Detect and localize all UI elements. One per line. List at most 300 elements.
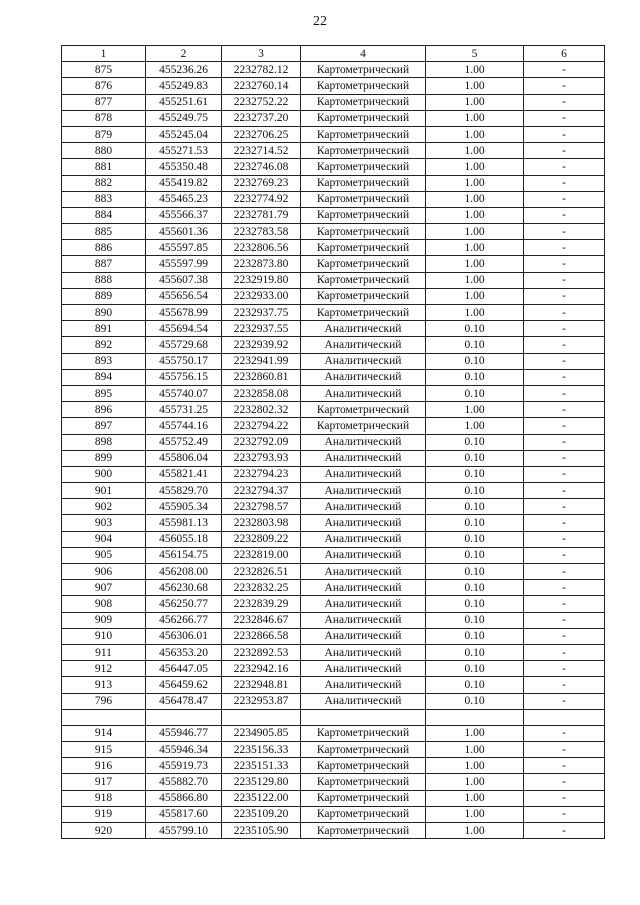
y-coordinate-cell: 2232939.92	[222, 337, 301, 353]
method-cell: Аналитический	[301, 466, 426, 482]
accuracy-cell: 0.10	[426, 337, 524, 353]
y-coordinate-cell: 2232948.81	[222, 677, 301, 693]
table-row	[62, 337, 605, 353]
x-coordinate-cell: 455806.04	[146, 450, 222, 466]
y-coordinate-cell: 2235109.20	[222, 806, 301, 822]
note-cell: -	[524, 385, 605, 401]
table-row	[62, 402, 605, 418]
x-coordinate-cell: 455597.99	[146, 256, 222, 272]
table-row	[62, 515, 605, 531]
table-row	[62, 240, 605, 256]
method-cell: Картометрический	[301, 224, 426, 240]
x-coordinate-cell: 455919.73	[146, 758, 222, 774]
method-cell: Аналитический	[301, 596, 426, 612]
x-coordinate-cell: 455419.82	[146, 175, 222, 191]
x-coordinate-cell: 455740.07	[146, 385, 222, 401]
note-cell: -	[524, 337, 605, 353]
header-row	[62, 46, 605, 62]
point-number-cell: 902	[62, 499, 146, 515]
table-row	[62, 564, 605, 580]
x-coordinate-cell: 455236.26	[146, 62, 222, 78]
accuracy-cell: 1.00	[426, 224, 524, 240]
method-cell: Картометрический	[301, 402, 426, 418]
x-coordinate-cell: 455251.61	[146, 94, 222, 110]
point-number-cell: 878	[62, 110, 146, 126]
point-number-cell: 884	[62, 207, 146, 223]
accuracy-cell: 1.00	[426, 126, 524, 142]
y-coordinate-cell: 2232714.52	[222, 143, 301, 159]
column-header: 1	[62, 46, 146, 62]
accuracy-cell: 1.00	[426, 78, 524, 94]
note-cell: -	[524, 175, 605, 191]
table-row	[62, 143, 605, 159]
y-coordinate-cell: 2232794.23	[222, 466, 301, 482]
method-cell: Картометрический	[301, 94, 426, 110]
table-row	[62, 806, 605, 822]
point-number-cell: 919	[62, 806, 146, 822]
note-cell: -	[524, 207, 605, 223]
method-cell: Аналитический	[301, 450, 426, 466]
note-cell: -	[524, 693, 605, 709]
method-cell: Картометрический	[301, 126, 426, 142]
table-row	[62, 450, 605, 466]
accuracy-cell: 1.00	[426, 790, 524, 806]
x-coordinate-cell: 455249.83	[146, 78, 222, 94]
x-coordinate-cell: 455821.41	[146, 466, 222, 482]
x-coordinate-cell: 455465.23	[146, 191, 222, 207]
y-coordinate-cell: 2232794.37	[222, 483, 301, 499]
point-number-cell: 897	[62, 418, 146, 434]
note-cell: -	[524, 499, 605, 515]
note-cell: -	[524, 62, 605, 78]
method-cell: Аналитический	[301, 369, 426, 385]
note-cell: -	[524, 450, 605, 466]
accuracy-cell: 1.00	[426, 305, 524, 321]
table-row	[62, 677, 605, 693]
x-coordinate-cell: 456459.62	[146, 677, 222, 693]
note-cell: -	[524, 305, 605, 321]
column-header: 6	[524, 46, 605, 62]
note-cell: -	[524, 288, 605, 304]
method-cell: Картометрический	[301, 159, 426, 175]
y-coordinate-cell: 2232941.99	[222, 353, 301, 369]
y-coordinate-cell: 2232774.92	[222, 191, 301, 207]
accuracy-cell: 1.00	[426, 110, 524, 126]
x-coordinate-cell: 455905.34	[146, 499, 222, 515]
table-row	[62, 661, 605, 677]
y-coordinate-cell: 2232858.08	[222, 385, 301, 401]
table-row	[62, 725, 605, 741]
accuracy-cell: 1.00	[426, 742, 524, 758]
y-coordinate-cell: 2232752.22	[222, 94, 301, 110]
accuracy-cell: 0.10	[426, 596, 524, 612]
y-coordinate-cell: 2232873.80	[222, 256, 301, 272]
point-number-cell: 875	[62, 62, 146, 78]
accuracy-cell: 0.10	[426, 564, 524, 580]
point-number-cell: 879	[62, 126, 146, 142]
method-cell: Картометрический	[301, 175, 426, 191]
note-cell: -	[524, 434, 605, 450]
y-coordinate-cell: 2232942.16	[222, 661, 301, 677]
point-number-cell: 918	[62, 790, 146, 806]
accuracy-cell: 1.00	[426, 256, 524, 272]
accuracy-cell: 0.10	[426, 483, 524, 499]
table-row	[62, 580, 605, 596]
note-cell	[524, 709, 605, 725]
accuracy-cell: 1.00	[426, 175, 524, 191]
point-number-cell: 895	[62, 385, 146, 401]
table-row	[62, 531, 605, 547]
table-row	[62, 823, 605, 839]
note-cell: -	[524, 774, 605, 790]
y-coordinate-cell: 2232806.56	[222, 240, 301, 256]
accuracy-cell: 1.00	[426, 207, 524, 223]
method-cell: Аналитический	[301, 353, 426, 369]
point-number-cell: 880	[62, 143, 146, 159]
point-number-cell: 894	[62, 369, 146, 385]
x-coordinate-cell: 456266.77	[146, 612, 222, 628]
method-cell: Картометрический	[301, 774, 426, 790]
accuracy-cell: 0.10	[426, 580, 524, 596]
table-row	[62, 353, 605, 369]
table-row	[62, 191, 605, 207]
table-row	[62, 612, 605, 628]
accuracy-cell: 0.10	[426, 661, 524, 677]
point-number-cell: 888	[62, 272, 146, 288]
y-coordinate-cell: 2232781.79	[222, 207, 301, 223]
x-coordinate-cell: 456353.20	[146, 644, 222, 660]
point-number-cell: 903	[62, 515, 146, 531]
note-cell: -	[524, 126, 605, 142]
note-cell: -	[524, 78, 605, 94]
table-row	[62, 288, 605, 304]
point-number-cell: 910	[62, 628, 146, 644]
point-number-cell: 883	[62, 191, 146, 207]
table-row	[62, 305, 605, 321]
accuracy-cell: 1.00	[426, 774, 524, 790]
y-coordinate-cell: 2232802.32	[222, 402, 301, 418]
y-coordinate-cell: 2232819.00	[222, 547, 301, 563]
note-cell: -	[524, 224, 605, 240]
method-cell: Аналитический	[301, 580, 426, 596]
y-coordinate-cell: 2232782.12	[222, 62, 301, 78]
y-coordinate-cell: 2232892.53	[222, 644, 301, 660]
point-number-cell: 877	[62, 94, 146, 110]
x-coordinate-cell: 455750.17	[146, 353, 222, 369]
method-cell: Картометрический	[301, 207, 426, 223]
table-row	[62, 790, 605, 806]
note-cell: -	[524, 143, 605, 159]
method-cell: Картометрический	[301, 78, 426, 94]
column-header: 5	[426, 46, 524, 62]
point-number-cell: 876	[62, 78, 146, 94]
note-cell: -	[524, 628, 605, 644]
method-cell: Аналитический	[301, 677, 426, 693]
table-row	[62, 547, 605, 563]
accuracy-cell: 0.10	[426, 677, 524, 693]
table-row	[62, 224, 605, 240]
note-cell: -	[524, 531, 605, 547]
point-number-cell: 916	[62, 758, 146, 774]
table-row	[62, 483, 605, 499]
x-coordinate-cell: 455946.77	[146, 725, 222, 741]
y-coordinate-cell: 2232769.23	[222, 175, 301, 191]
point-number-cell: 907	[62, 580, 146, 596]
point-number-cell: 917	[62, 774, 146, 790]
y-coordinate-cell: 2232832.25	[222, 580, 301, 596]
table-row	[62, 110, 605, 126]
accuracy-cell: 0.10	[426, 531, 524, 547]
point-number-cell: 913	[62, 677, 146, 693]
accuracy-cell: 1.00	[426, 240, 524, 256]
accuracy-cell: 0.10	[426, 369, 524, 385]
note-cell: -	[524, 742, 605, 758]
x-coordinate-cell: 455350.48	[146, 159, 222, 175]
method-cell: Аналитический	[301, 434, 426, 450]
accuracy-cell: 1.00	[426, 725, 524, 741]
method-cell: Аналитический	[301, 693, 426, 709]
accuracy-cell: 1.00	[426, 191, 524, 207]
method-cell: Картометрический	[301, 110, 426, 126]
x-coordinate-cell: 456447.05	[146, 661, 222, 677]
y-coordinate-cell: 2235129.80	[222, 774, 301, 790]
method-cell: Картометрический	[301, 240, 426, 256]
y-coordinate-cell: 2232937.75	[222, 305, 301, 321]
note-cell: -	[524, 677, 605, 693]
table-row	[62, 175, 605, 191]
note-cell: -	[524, 369, 605, 385]
y-coordinate-cell: 2235105.90	[222, 823, 301, 839]
point-number-cell: 915	[62, 742, 146, 758]
y-coordinate-cell: 2232846.67	[222, 612, 301, 628]
y-coordinate-cell: 2232809.22	[222, 531, 301, 547]
table-row	[62, 62, 605, 78]
y-coordinate-cell: 2232794.22	[222, 418, 301, 434]
note-cell: -	[524, 580, 605, 596]
note-cell: -	[524, 644, 605, 660]
point-number-cell: 904	[62, 531, 146, 547]
column-header: 2	[146, 46, 222, 62]
method-cell: Аналитический	[301, 337, 426, 353]
table-row	[62, 256, 605, 272]
x-coordinate-cell: 455597.85	[146, 240, 222, 256]
table-row	[62, 385, 605, 401]
table-row	[62, 774, 605, 790]
method-cell: Аналитический	[301, 499, 426, 515]
x-coordinate-cell: 456230.68	[146, 580, 222, 596]
method-cell: Аналитический	[301, 564, 426, 580]
column-header: 4	[301, 46, 426, 62]
y-coordinate-cell: 2232933.00	[222, 288, 301, 304]
note-cell: -	[524, 321, 605, 337]
note-cell: -	[524, 94, 605, 110]
method-cell: Аналитический	[301, 628, 426, 644]
method-cell: Картометрический	[301, 742, 426, 758]
accuracy-cell: 0.10	[426, 353, 524, 369]
x-coordinate-cell: 455866.80	[146, 790, 222, 806]
note-cell: -	[524, 272, 605, 288]
point-number-cell: 900	[62, 466, 146, 482]
method-cell: Картометрический	[301, 305, 426, 321]
x-coordinate-cell: 455756.15	[146, 369, 222, 385]
x-coordinate-cell: 455678.99	[146, 305, 222, 321]
y-coordinate-cell: 2232937.55	[222, 321, 301, 337]
x-coordinate-cell: 455601.36	[146, 224, 222, 240]
accuracy-cell: 0.10	[426, 515, 524, 531]
accuracy-cell: 0.10	[426, 644, 524, 660]
method-cell: Аналитический	[301, 385, 426, 401]
table-row	[62, 693, 605, 709]
y-coordinate-cell: 2235156.33	[222, 742, 301, 758]
y-coordinate-cell: 2232866.58	[222, 628, 301, 644]
note-cell: -	[524, 661, 605, 677]
x-coordinate-cell: 455271.53	[146, 143, 222, 159]
method-cell: Картометрический	[301, 272, 426, 288]
point-number-cell: 909	[62, 612, 146, 628]
x-coordinate-cell: 455694.54	[146, 321, 222, 337]
accuracy-cell: 1.00	[426, 806, 524, 822]
accuracy-cell: 0.10	[426, 385, 524, 401]
point-number-cell: 896	[62, 402, 146, 418]
x-coordinate-cell	[146, 709, 222, 725]
note-cell: -	[524, 806, 605, 822]
x-coordinate-cell: 455744.16	[146, 418, 222, 434]
accuracy-cell: 1.00	[426, 288, 524, 304]
point-number-cell	[62, 709, 146, 725]
method-cell: Аналитический	[301, 612, 426, 628]
coordinates-table	[61, 45, 605, 839]
note-cell: -	[524, 790, 605, 806]
accuracy-cell: 0.10	[426, 612, 524, 628]
accuracy-cell: 1.00	[426, 758, 524, 774]
table-row	[62, 466, 605, 482]
table-row	[62, 499, 605, 515]
method-cell: Аналитический	[301, 547, 426, 563]
method-cell: Картометрический	[301, 725, 426, 741]
method-cell: Картометрический	[301, 823, 426, 839]
y-coordinate-cell: 2232919.80	[222, 272, 301, 288]
note-cell: -	[524, 159, 605, 175]
y-coordinate-cell: 2232760.14	[222, 78, 301, 94]
y-coordinate-cell: 2232798.57	[222, 499, 301, 515]
note-cell: -	[524, 110, 605, 126]
note-cell: -	[524, 612, 605, 628]
accuracy-cell: 1.00	[426, 823, 524, 839]
accuracy-cell: 0.10	[426, 321, 524, 337]
x-coordinate-cell: 455656.54	[146, 288, 222, 304]
note-cell: -	[524, 256, 605, 272]
y-coordinate-cell: 2232706.25	[222, 126, 301, 142]
point-number-cell: 893	[62, 353, 146, 369]
x-coordinate-cell: 455817.60	[146, 806, 222, 822]
method-cell: Аналитический	[301, 515, 426, 531]
table-row	[62, 78, 605, 94]
y-coordinate-cell: 2232953.87	[222, 693, 301, 709]
x-coordinate-cell: 456250.77	[146, 596, 222, 612]
method-cell: Картометрический	[301, 191, 426, 207]
point-number-cell: 906	[62, 564, 146, 580]
table-row	[62, 758, 605, 774]
note-cell: -	[524, 515, 605, 531]
table-row	[62, 596, 605, 612]
table-row	[62, 126, 605, 142]
method-cell: Картометрический	[301, 758, 426, 774]
table-row	[62, 321, 605, 337]
table-row	[62, 644, 605, 660]
point-number-cell: 885	[62, 224, 146, 240]
accuracy-cell: 1.00	[426, 94, 524, 110]
x-coordinate-cell: 455882.70	[146, 774, 222, 790]
point-number-cell: 914	[62, 725, 146, 741]
note-cell: -	[524, 418, 605, 434]
x-coordinate-cell: 456306.01	[146, 628, 222, 644]
note-cell: -	[524, 725, 605, 741]
note-cell: -	[524, 547, 605, 563]
x-coordinate-cell: 455946.34	[146, 742, 222, 758]
method-cell: Картометрический	[301, 790, 426, 806]
accuracy-cell: 0.10	[426, 434, 524, 450]
y-coordinate-cell	[222, 709, 301, 725]
x-coordinate-cell: 456055.18	[146, 531, 222, 547]
note-cell: -	[524, 483, 605, 499]
x-coordinate-cell: 455566.37	[146, 207, 222, 223]
y-coordinate-cell: 2232737.20	[222, 110, 301, 126]
y-coordinate-cell: 2232792.09	[222, 434, 301, 450]
note-cell: -	[524, 758, 605, 774]
note-cell: -	[524, 564, 605, 580]
method-cell: Аналитический	[301, 321, 426, 337]
method-cell: Аналитический	[301, 483, 426, 499]
x-coordinate-cell: 455729.68	[146, 337, 222, 353]
x-coordinate-cell: 455829.70	[146, 483, 222, 499]
accuracy-cell: 0.10	[426, 628, 524, 644]
accuracy-cell: 1.00	[426, 143, 524, 159]
table-row	[62, 94, 605, 110]
method-cell	[301, 709, 426, 725]
page-number: 22	[313, 14, 327, 29]
x-coordinate-cell: 455799.10	[146, 823, 222, 839]
x-coordinate-cell: 455245.04	[146, 126, 222, 142]
note-cell: -	[524, 191, 605, 207]
point-number-cell: 898	[62, 434, 146, 450]
y-coordinate-cell: 2232803.98	[222, 515, 301, 531]
y-coordinate-cell: 2232746.08	[222, 159, 301, 175]
note-cell: -	[524, 402, 605, 418]
y-coordinate-cell: 2232793.93	[222, 450, 301, 466]
column-header: 3	[222, 46, 301, 62]
point-number-cell: 887	[62, 256, 146, 272]
point-number-cell: 911	[62, 644, 146, 660]
note-cell: -	[524, 596, 605, 612]
method-cell: Аналитический	[301, 661, 426, 677]
y-coordinate-cell: 2232783.58	[222, 224, 301, 240]
point-number-cell: 908	[62, 596, 146, 612]
point-number-cell: 905	[62, 547, 146, 563]
point-number-cell: 882	[62, 175, 146, 191]
table-row	[62, 434, 605, 450]
y-coordinate-cell: 2235151.33	[222, 758, 301, 774]
table-row	[62, 159, 605, 175]
method-cell: Аналитический	[301, 531, 426, 547]
point-number-cell: 920	[62, 823, 146, 839]
method-cell: Картометрический	[301, 418, 426, 434]
table-row	[62, 207, 605, 223]
x-coordinate-cell: 455731.25	[146, 402, 222, 418]
note-cell: -	[524, 240, 605, 256]
accuracy-cell: 1.00	[426, 272, 524, 288]
point-number-cell: 891	[62, 321, 146, 337]
point-number-cell: 886	[62, 240, 146, 256]
